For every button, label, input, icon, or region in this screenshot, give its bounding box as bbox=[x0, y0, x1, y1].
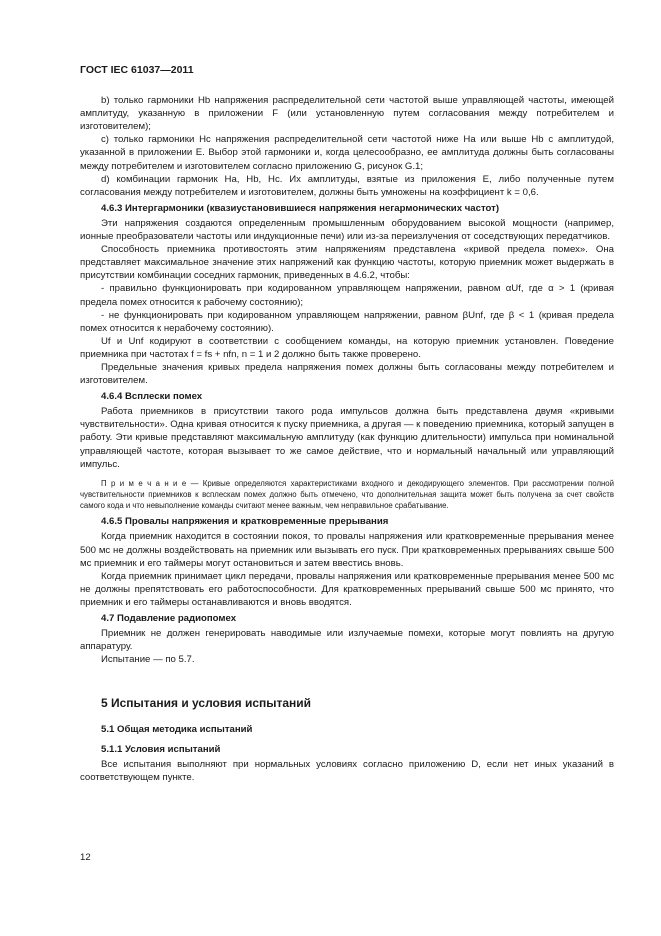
page-number: 12 bbox=[80, 852, 91, 863]
paragraph: - не функционировать при кодированном управляющем напряжении, равном βUnf, где β < 1 (кривая предела помех относится к нерабочему состоянию). bbox=[80, 309, 614, 334]
section-heading: 4.7 Подавление радиопомех bbox=[101, 612, 237, 624]
paragraph: Приемник не должен генерировать наводимые или излучаемые помехи, которые могут повлиять на другую аппаратуру. bbox=[80, 628, 614, 653]
paragraph: Uf и Unf кодируют в соответствии с сообщением команды, на которую приемник установлен. Поведение приемника при частотах f = fs + nfn, n = 1 и 2 должно быть также проверено. bbox=[80, 335, 614, 360]
paragraph: Работа приемников в присутствии такого рода импульсов должна быть представлена двумя «кривыми чувствительности». Одна кривая относится к пуску приемника, а другая — к поведению приемника, который запущен в работу. Эти кривые представляют максимальную амплитуду (как функцию длительности) импульса при номинальной управляющей частоте, которая вызывает то же самое действие, что и нормальный начальный или управляющий импульс. bbox=[80, 406, 614, 470]
note-text: П р и м е ч а н и е — Кривые определяются характеристиками входного и декодирующего элементов. При рассмотрении полной чувствительности приемников к всплескам помех должно быть отмечено, что дополнительная защита может быть получена за счет свойств самого кода и что невыполнение команды считают менее важным, чем неправильное срабатывание. bbox=[80, 478, 614, 511]
section-heading: 4.6.3 Интергармоники (квазиустановившиеся напряжения негармонических частот) bbox=[101, 202, 500, 214]
paragraph: Испытание — по 5.7. bbox=[101, 654, 195, 666]
section-heading: 4.6.4 Всплески помех bbox=[101, 391, 203, 403]
chapter-heading: 5 Испытания и условия испытаний bbox=[101, 696, 312, 711]
paragraph: c) только гармоники Hc напряжения распределительной сети частотой ниже Ha или выше Hb с амплитудой, указанной в приложении Е. Выбор этой гармоники и, когда целесообразно, ее амплитуда должны быть согласованы между потребителем и изготовителем согласно приложению G, рисунок G.1; bbox=[80, 134, 614, 172]
document-body bbox=[80, 94, 614, 784]
subsection-heading: 5.1 Общая методика испытаний bbox=[101, 724, 253, 736]
paragraph: Когда приемник находится в состоянии покоя, то провалы напряжения или кратковременные прерывания менее 500 мс не должны воздействовать на приемник или вызывать его пуск. При кратковременных прерываниях свыше 500 мс приемник и его таймеры могут остановиться и затем ввестись вновь. bbox=[80, 531, 614, 569]
paragraph: Способность приемника противостоять этим напряжениям представлена «кривой предела помех». Она представляет максимальное значение этих напряжений как функцию частоты, которую приемник может выдержать в присутствии комбинации соседних гармоник, приведенных в 4.6.2, чтобы: bbox=[80, 244, 614, 282]
paragraph: d) комбинации гармоник Ha, Hb, Hc. Их амплитуды, взятые из приложения Е, либо полученные путем согласования между потребителем и изготовителем, должны быть умножены на коэффициент k = 0,6. bbox=[80, 173, 614, 198]
paragraph: Предельные значения кривых предела напряжения помех должны быть согласованы между потребителем и изготовителем. bbox=[80, 361, 614, 387]
paragraph: Все испытания выполняют при нормальных условиях согласно приложению D, если нет иных указаний в соответствующем пункте. bbox=[80, 758, 614, 783]
paragraph: b) только гармоники Hb напряжения распределительной сети частотой выше управляющей частоты, имеющей амплитуду, указанную в приложении F (или установленную путем согласования между потребителем и изготовителем); bbox=[80, 95, 614, 133]
paragraph: Эти напряжения создаются определенным промышленным оборудованием высокой мощности (например, ионные преобразователи частоты или индукционные печи) или из-за переизлучения от соседствующих передатчиков. bbox=[80, 217, 614, 243]
section-heading: 4.6.5 Провалы напряжения и кратковременные прерывания bbox=[101, 516, 389, 528]
paragraph: Когда приемник принимает цикл передачи, провалы напряжения или кратковременные прерывания менее 500 мс не должны препятствовать его работоспособности. Для кратковременных прерываний свыше 500 мс принято, что приемник и его таймеры останавливаются и вновь вводятся. bbox=[80, 570, 614, 608]
standard-header: ГОСТ IEC 61037—2011 bbox=[80, 64, 194, 76]
section-heading: 5.1.1 Условия испытаний bbox=[101, 743, 221, 755]
paragraph: - правильно функционировать при кодированном управляющем напряжении, равном αUf, где α > 1 (кривая предела помех относится к рабочему состоянию); bbox=[80, 283, 614, 308]
